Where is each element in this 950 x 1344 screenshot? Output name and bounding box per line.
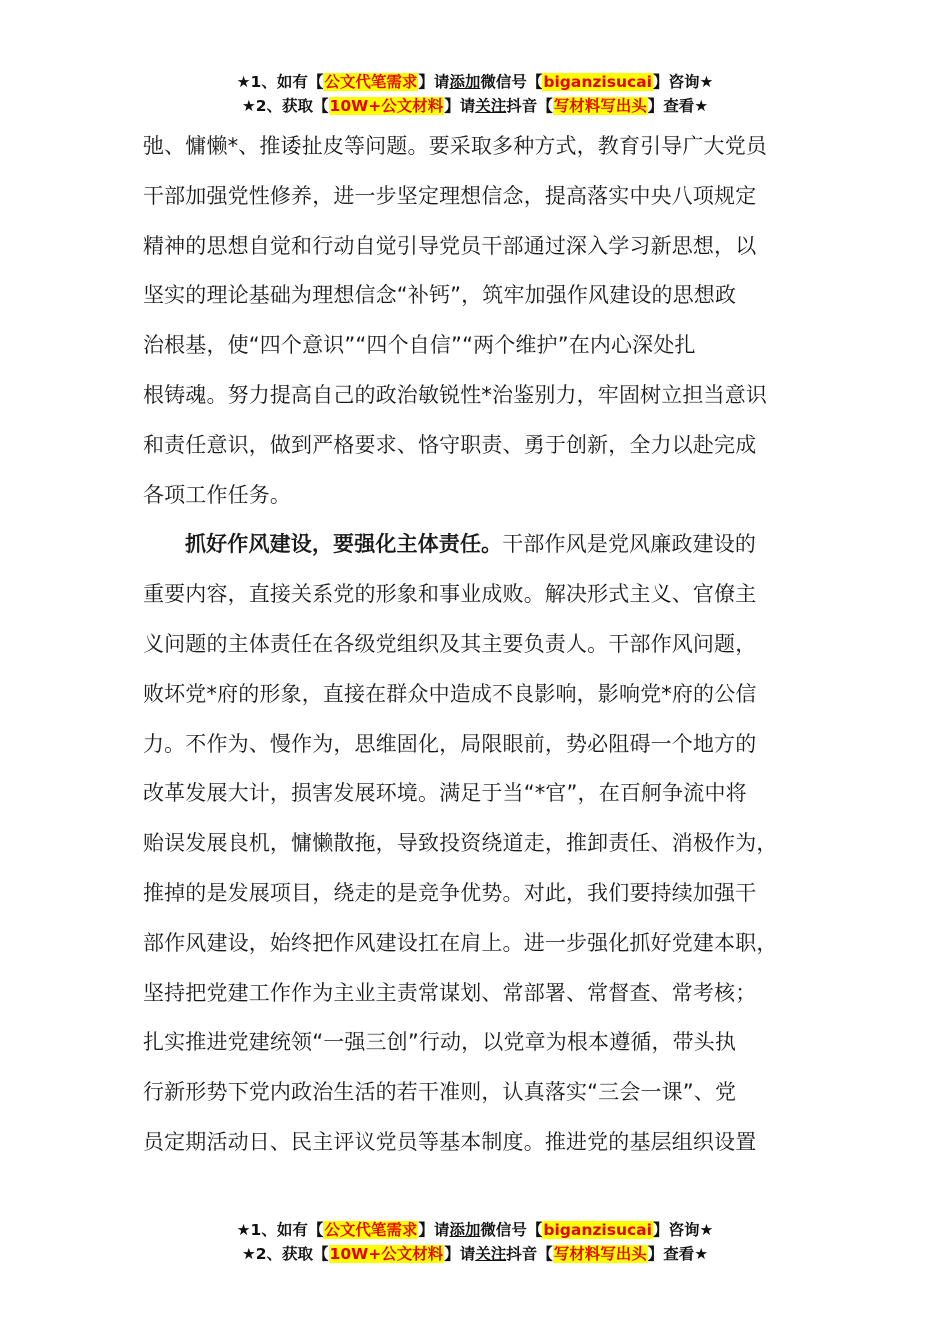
banner-highlight: 写材料写出头 [553, 1245, 647, 1263]
banner-highlight: 10W+公文材料 [329, 97, 444, 115]
banner-highlight: 公文代笔需求 [324, 73, 418, 91]
text-line: 力。不作为、慢作为，思维固化，局限眼前，势必阻碍一个地方的 [143, 731, 757, 756]
banner-highlight: biganzisucai [543, 73, 652, 91]
banner-underline: 添加 [449, 1221, 481, 1239]
paragraph-1 [143, 122, 811, 520]
banner-text: ★2、获取【 [241, 1245, 329, 1263]
text-line: 干部加强党性修养，进一步坚定理想信念，提高落实中央八项规定 [143, 183, 757, 208]
banner-text: 微信号【 [480, 1221, 543, 1239]
paragraph-2 [143, 520, 811, 1167]
text-line: 贻误发展良机，慵懒散拖，导致投资绕道走，推卸责任、消极作为， [143, 831, 778, 856]
text-line: 和责任意识，做到严格要求、恪守职责、勇于创新，全力以赴完成 [143, 432, 757, 457]
banner-text: 微信号【 [480, 73, 543, 91]
banner-text: 】请 [444, 97, 476, 115]
text-line: 根铸魂。努力提高自己的政治敏锐性*治鉴别力，牢固树立担当意识 [143, 382, 767, 407]
banner-text: ★1、如有【 [236, 1221, 324, 1239]
banner-highlight: 写材料写出头 [553, 97, 647, 115]
banner-text: 】查看★ [647, 97, 709, 115]
banner-underline: 添加 [449, 73, 481, 91]
footer-banner [0, 1218, 950, 1266]
banner-text: 】请 [444, 1245, 476, 1263]
text-line: 弛、慵懒*、推诿扯皮等问题。要采取多种方式，教育引导广大党员 [143, 134, 767, 158]
banner-highlight: biganzisucai [543, 1221, 652, 1239]
banner-line-1 [0, 1218, 950, 1242]
text-line: 行新形势下党内政治生活的若干准则，认真落实“三会一课”、党 [143, 1080, 737, 1105]
banner-underline: 关注 [475, 97, 507, 115]
text-line: 治根基，使“四个意识”“四个自信”“两个维护”在内心深处扎 [143, 333, 696, 358]
banner-line-2 [0, 94, 950, 118]
text-line: 部作风建设，始终把作风建设扛在肩上。进一步强化抓好党建本职， [143, 930, 778, 955]
banner-line-1 [0, 70, 950, 94]
text-line: 推掉的是发展项目，绕走的是竞争优势。对此，我们要持续加强干 [143, 880, 757, 905]
text-line: 员定期活动日、民主评议党员等基本制度。推进党的基层组织设置 [143, 1129, 757, 1154]
text-line: 败坏党*府的形象，直接在群众中造成不良影响，影响党*府的公信 [143, 681, 757, 706]
banner-text: ★1、如有【 [236, 73, 324, 91]
text-line: 改革发展大计，损害发展环境。满足于当“*官”，在百舸争流中将 [143, 781, 747, 806]
banner-text: 】请 [418, 73, 450, 91]
banner-text: 】咨询★ [652, 1221, 714, 1239]
banner-text: ★2、获取【 [241, 97, 329, 115]
banner-highlight: 公文代笔需求 [324, 1221, 418, 1239]
banner-highlight: 10W+公文材料 [329, 1245, 444, 1263]
text-line: 重要内容，直接关系党的形象和事业成败。解决形式主义、官僚主 [143, 582, 757, 607]
document-body [143, 122, 811, 1168]
banner-text: 抖音【 [506, 97, 553, 115]
text-line: 义问题的主体责任在各级党组织及其主要负责人。干部作风问题， [143, 631, 757, 656]
text-line [143, 520, 811, 570]
text-line: 坚持把党建工作作为主业主责常谋划、常部署、常督查、常考核； [143, 980, 757, 1005]
paragraph-lead-rest: 干部作风是党风廉政建设的 [502, 532, 757, 557]
header-banner [0, 70, 950, 118]
paragraph-lead: 抓好作风建设，要强化主体责任。 [185, 532, 503, 557]
banner-text: 】查看★ [647, 1245, 709, 1263]
banner-text: 】请 [418, 1221, 450, 1239]
banner-line-2 [0, 1242, 950, 1266]
banner-text: 】咨询★ [652, 73, 714, 91]
text-line: 扎实推进党建统领“一强三创”行动，以党章为根本遵循，带头执 [143, 1030, 737, 1055]
text-line: 精神的思想自觉和行动自觉引导党员干部通过深入学习新思想，以 [143, 233, 757, 258]
text-line: 各项工作任务。 [143, 482, 292, 507]
text-line: 坚实的理论基础为理想信念“补钙”，筑牢加强作风建设的思想政 [143, 283, 737, 308]
banner-underline: 关注 [475, 1245, 507, 1263]
banner-text: 抖音【 [506, 1245, 553, 1263]
